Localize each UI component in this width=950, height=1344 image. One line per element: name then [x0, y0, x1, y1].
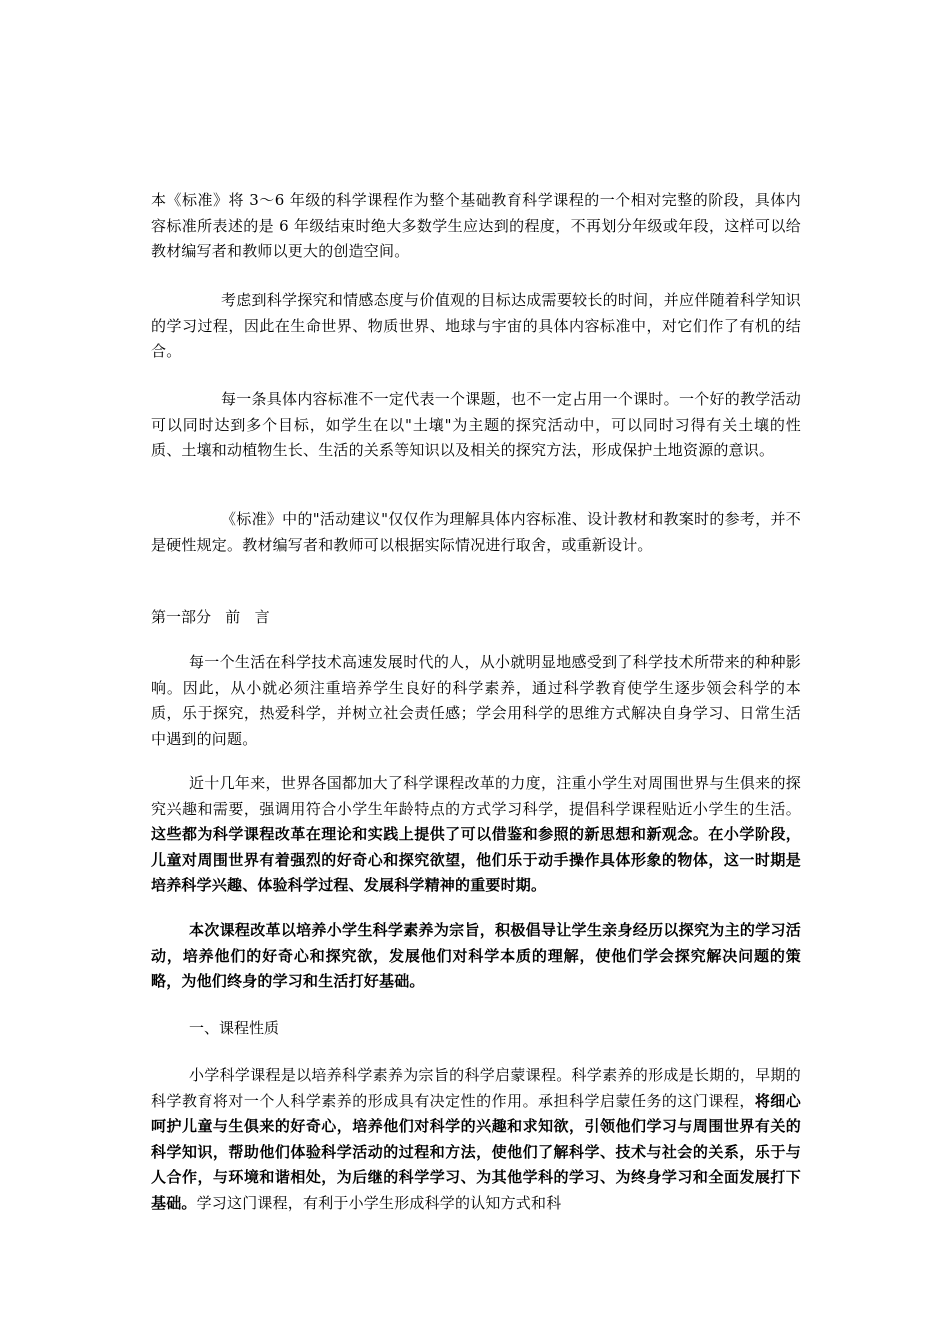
paragraph-activity-suggestions: 《标准》中的"活动建议"仅仅作为理解具体内容标准、设计教材和教案时的参考，并不是硬性规定。教材编写者和教师可以根据实际情况进行取舍，或重新设计。 — [151, 510, 801, 554]
paragraph-content-standards: 每一条具体内容标准不一定代表一个课题，也不一定占用一个课时。一个好的教学活动可以同时达到多个目标，如学生在以"土壤"为主题的探究活动中，可以同时习得有关土壤的性质、土壤和动植物生长、生活的关系等知识以及相关的探究方法，形成保护土地资源的意识。 — [151, 390, 801, 459]
section-heading: 第一部分 前 言 — [151, 608, 270, 626]
paragraph-inquiry-integration: 考虑到科学探究和情感态度与价值观的目标达成需要较长的时间，并应伴随着科学知识的学习过程，因此在生命世界、物质世界、地球与宇宙的具体内容标准中，对它们作了有机的结合。 — [151, 291, 801, 360]
paragraph-standard-scope: 本《标准》将 3～6 年级的科学课程作为整个基础教育科学课程的一个相对完整的阶段，具体内容标准所表述的是 6 年级结束时绝大多数学生应达到的程度，不再划分年级或年段，这样可以给教材编写者和教师以更大的创造空间。 — [151, 191, 801, 260]
sub-heading-course-nature: 一、课程性质 — [189, 1019, 280, 1037]
course-nature-bold-text: 将细心呵护儿童与生俱来的好奇心，培养他们对科学的兴趣和求知欲，引领他们学习与周围世界有关的科学知识，帮助他们体验科学活动的过程和方法，使他们了解科学、技术与社会的关系，乐于与人合作，与环境和谐相处，为后继的科学学习、为其他学科的学习、为终身学习和全面发展打下基础。 — [151, 1091, 801, 1212]
paragraph-reform-goal: 本次课程改革以培养小学生科学素养为宗旨，积极倡导让学生亲身经历以探究为主的学习活动，培养他们的好奇心和探究欲，发展他们对科学本质的理解，使他们学会探究解决问题的策略，为他们终身的学习和生活打好基础。 — [151, 921, 801, 990]
paragraph-reform-background — [151, 771, 801, 899]
paragraph-preface-intro: 每一个生活在科学技术高速发展时代的人，从小就明显地感受到了科学技术所带来的种种影响。因此，从小就必须注重培养学生良好的科学素养，通过科学教育使学生逐步领会科学的本质，乐于探究，热爱科学，并树立社会责任感；学会用科学的思维方式解决自身学习、日常生活中遇到的问题。 — [151, 653, 801, 748]
course-nature-text-b: 学习这门课程，有利于小学生形成科学的认知方式和科 — [196, 1193, 562, 1212]
reform-background-text: 近十几年来，世界各国都加大了科学课程改革的力度，注重小学生对周围世界与生俱来的探究兴趣和需要，强调用符合小学生年龄特点的方式学习科学，提倡科学课程贴近小学生的生活。 — [151, 774, 801, 818]
course-nature-text-a: 小学科学课程是以培养科学素养为宗旨的科学启蒙课程。科学素养的形成是长期的，早期的科学教育将对一个人科学素养的形成具有决定性的作用。承担科学启蒙任务的这门课程， — [151, 1066, 801, 1110]
reform-background-bold-text: 这些都为科学课程改革在理论和实践上提供了可以借鉴和参照的新思想和新观念。在小学阶段，儿童对周围世界有着强烈的好奇心和探究欲望，他们乐于动手操作具体形象的物体，这一时期是培养科学兴趣、体验科学过程、发展科学精神的重要时期。 — [151, 825, 801, 894]
paragraph-course-nature — [151, 1063, 801, 1216]
